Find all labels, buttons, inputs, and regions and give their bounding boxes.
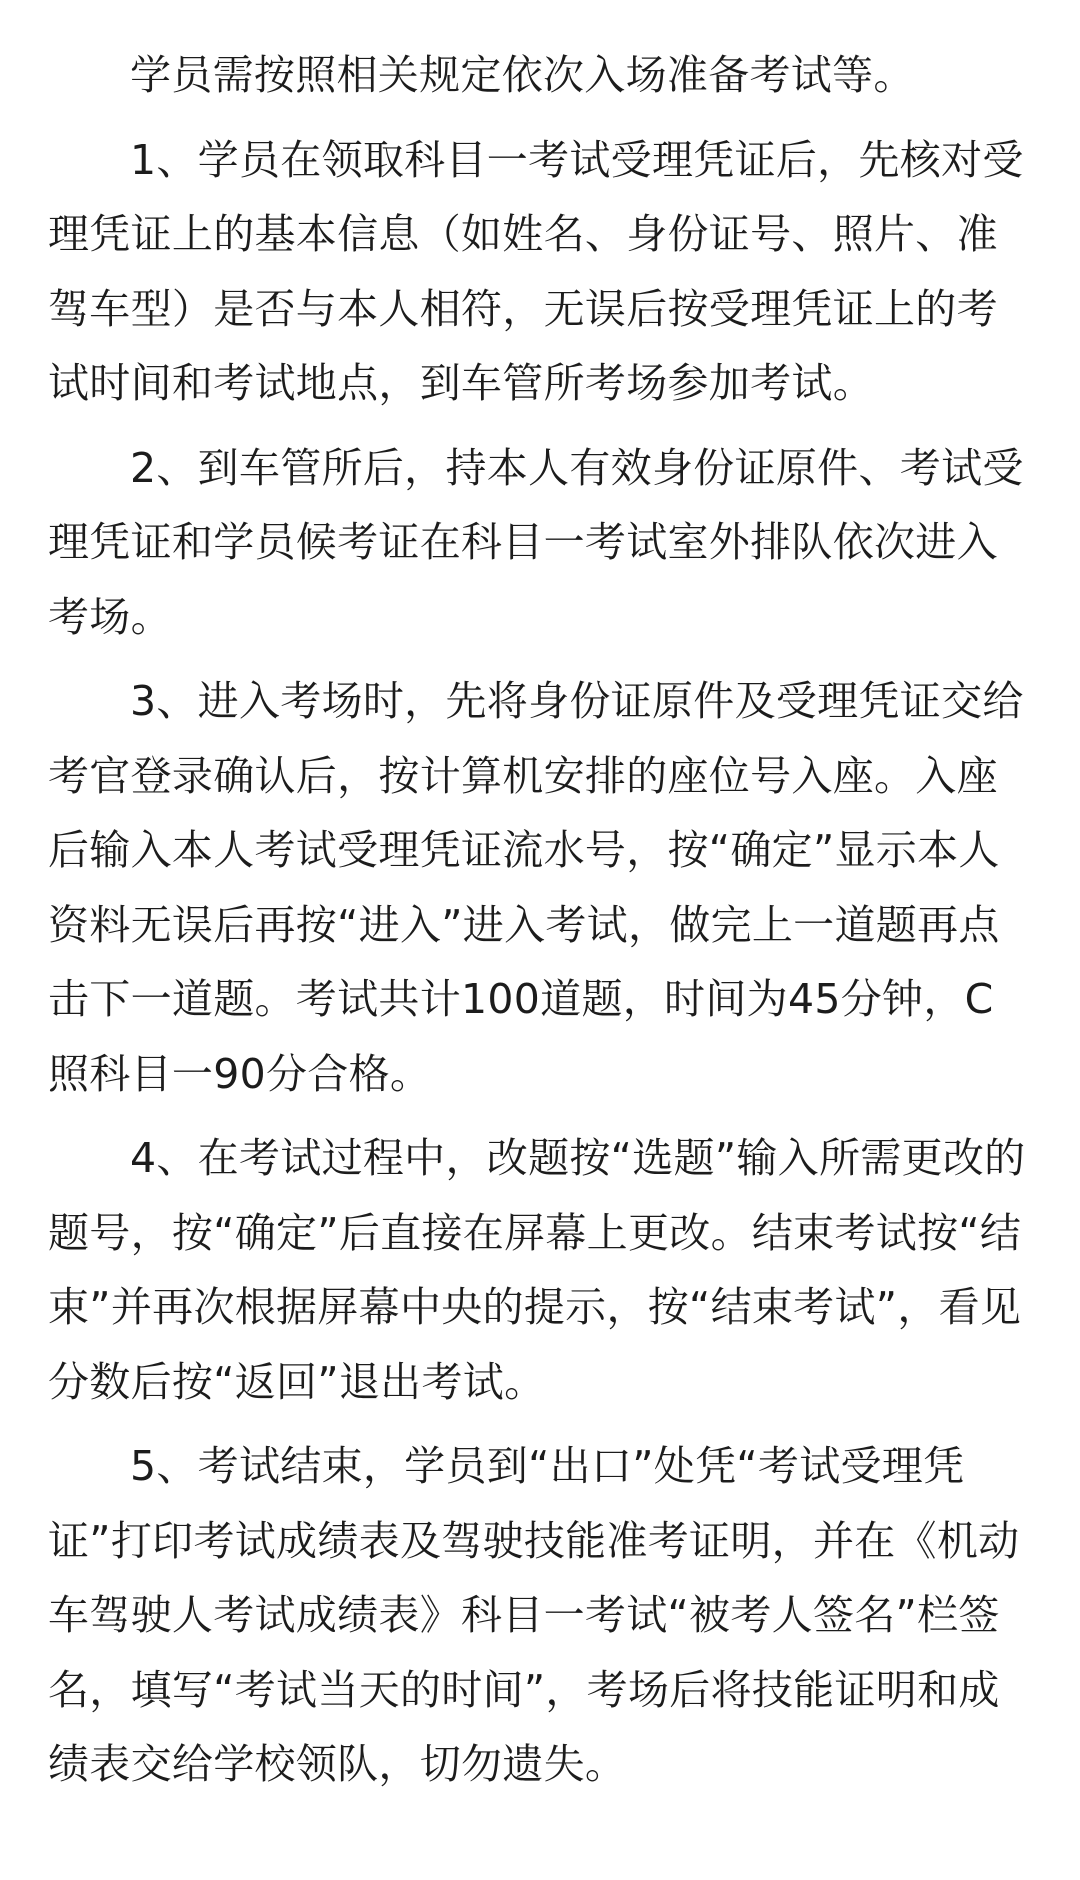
step-1-paragraph: 1、学员在领取科目一考试受理凭证后，先核对受理凭证上的基本信息（如姓名、身份证号、照片、准驾车型）是否与本人相符，无误后按受理凭证上的考试时间和考试地点，到车管所考场参加考试。 <box>48 135 1024 407</box>
intro-paragraph: 学员需按照相关规定依次入场准备考试等。 <box>130 51 915 99</box>
step-4-paragraph: 4、在考试过程中，改题按“选题”输入所需更改的题号，按“确定”后直接在屏幕上更改。结束考试按“结束”并再次根据屏幕中央的提示，按“结束考试”，看见分数后按“返回”退出考试。 <box>48 1134 1026 1406</box>
step-2-paragraph: 2、到车管所后，持本人有效身份证原件、考试受理凭证和学员候考证在科目一考试室外排队依次进入考场。 <box>48 443 1024 641</box>
step-5-paragraph: 5、考试结束，学员到“出口”处凭“考试受理凭证”打印考试成绩表及驾驶技能准考证明，并在《机动车驾驶人考试成绩表》科目一考试“被考人签名”栏签名，填写“考试当天的时间”，考场后将技能证明和成绩表交给学校领队，切勿遗失。 <box>48 1442 1020 1788</box>
step-3-paragraph: 3、进入考场时，先将身份证原件及受理凭证交给考官登录确认后，按计算机安排的座位号入座。入座后输入本人考试受理凭证流水号，按“确定”显示本人资料无误后再按“进入”进入考试，做完上一道题再点击下一道题。考试共计100道题，时间为45分钟，C照科目一90分合格。 <box>48 677 1024 1098</box>
